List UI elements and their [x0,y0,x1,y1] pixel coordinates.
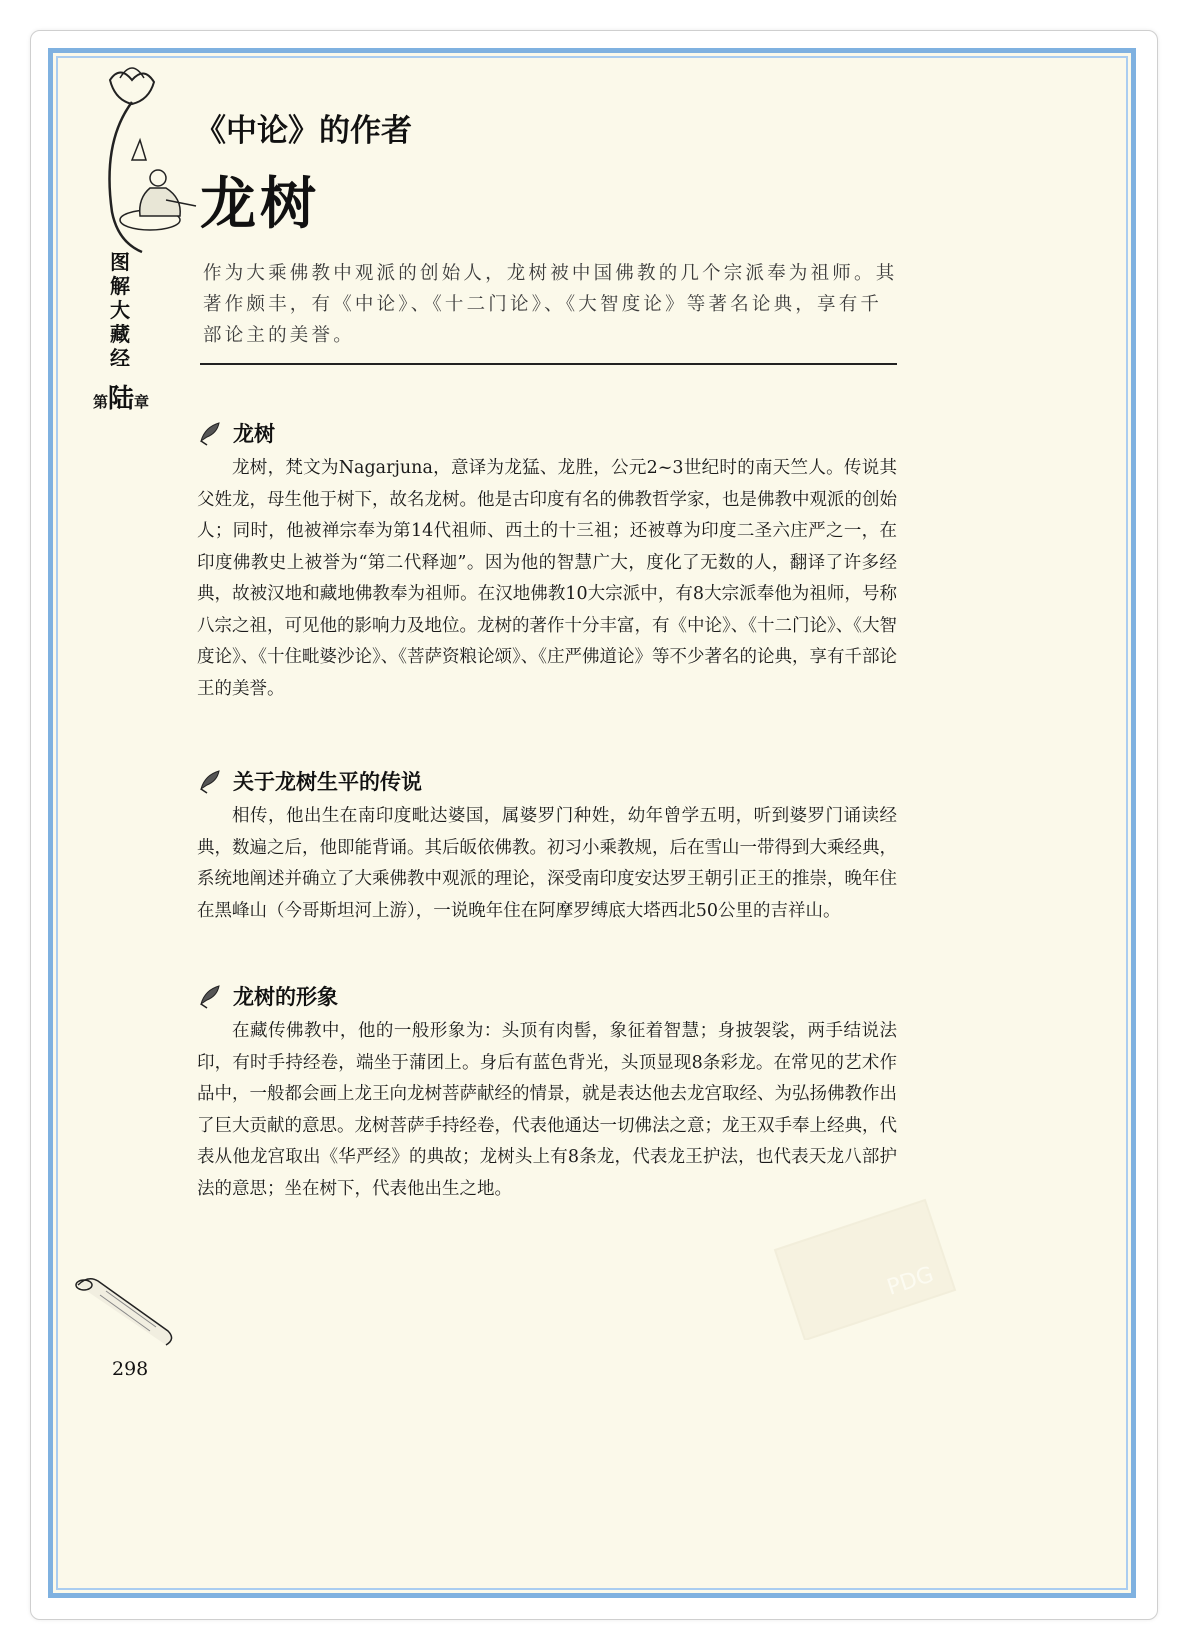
lotus-figure-illustration [70,60,220,280]
book-title-char: 经 [110,346,130,370]
quill-icon [197,767,225,795]
book-title-char: 图 [110,250,130,274]
watermark-text: PDG [884,1262,937,1301]
chapter-label [86,378,156,415]
section-heading [197,415,897,451]
chapter-suffix: 章 [134,393,150,411]
chapter-number: 陆 [107,384,134,414]
book-title-char: 解 [110,274,130,298]
quill-icon [197,982,225,1010]
quill-icon [197,419,225,447]
page-subtitle: 《中论》的作者 [195,113,412,149]
seal-watermark [755,1190,965,1340]
divider [200,363,897,365]
section-legend [197,763,897,927]
section-body: 在藏传佛教中，他的一般形象为：头顶有肉髻，象征着智慧；身披袈裟，两手结说法印，有时手持经卷，端坐于蒲团上。身后有蓝色背光，头顶显现8条彩龙。在常见的艺术作品中，一般都会画上龙王向龙树菩萨献经的情景，就是表达他去龙宫取经、为弘扬佛教作出了巨大贡献的意思。龙树菩萨手持经卷，代表他通达一切佛法之意；龙王双手奉上经典，代表从他龙宫取出《华严经》的典故；龙树头上有8条龙，代表龙王护法，也代表天龙八部护法的意思；坐在树下，代表他出生之地。 [197,1021,897,1199]
book-title-char: 大 [110,298,130,322]
chapter-prefix: 第 [92,393,108,411]
section-longshu [197,415,897,705]
scroll-illustration [70,1265,190,1355]
intro-paragraph: 作为大乘佛教中观派的创始人，龙树被中国佛教的几个宗派奉为祖师。其著作颇丰，有《中论》、《十二门论》、《大智度论》等著名论典，享有千部论主的美誉。 [203,263,898,346]
page-number: 298 [112,1358,149,1380]
section-heading-text: 关于龙树生平的传说 [233,770,422,794]
book-title-vertical [100,250,140,370]
page-title: 龙树 [200,172,320,237]
section-heading-text: 龙树的形象 [233,985,338,1009]
section-heading [197,978,897,1014]
section-heading [197,763,897,799]
section-body: 龙树，梵文为Nagarjuna，意译为龙猛、龙胜，公元2~3世纪时的南天竺人。传说其父姓龙，母生他于树下，故名龙树。他是古印度有名的佛教哲学家，也是佛教中观派的创始人；同时，他被禅宗奉为第14代祖师、西土的十三祖；还被尊为印度二圣六庄严之一，在印度佛教史上被誉为“第二代释迦”。因为他的智慧广大，度化了无数的人，翻译了许多经典，故被汉地和藏地佛教奉为祖师。在汉地佛教10大宗派中，有8大宗派奉他为祖师，号称八宗之祖，可见他的影响力及地位。龙树的著作十分丰富，有《中论》、《十二门论》、《大智度论》、《十住毗婆沙论》、《菩萨资粮论颂》、《庄严佛道论》等不少著名的论典，享有千部论王的美誉。 [197,458,897,699]
section-body: 相传，他出生在南印度毗达婆国，属婆罗门种姓，幼年曾学五明，听到婆罗门诵读经典，数遍之后，他即能背诵。其后皈依佛教。初习小乘教规，后在雪山一带得到大乘经典，系统地阐述并确立了大乘佛教中观派的理论，深受南印度安达罗王朝引正王的推崇，晚年住在黑峰山（今哥斯坦河上游），一说晚年住在阿摩罗缚底大塔西北50公里的吉祥山。 [197,806,897,921]
book-title-char: 藏 [110,322,130,346]
section-heading-text: 龙树 [233,422,275,446]
section-image [197,978,897,1205]
